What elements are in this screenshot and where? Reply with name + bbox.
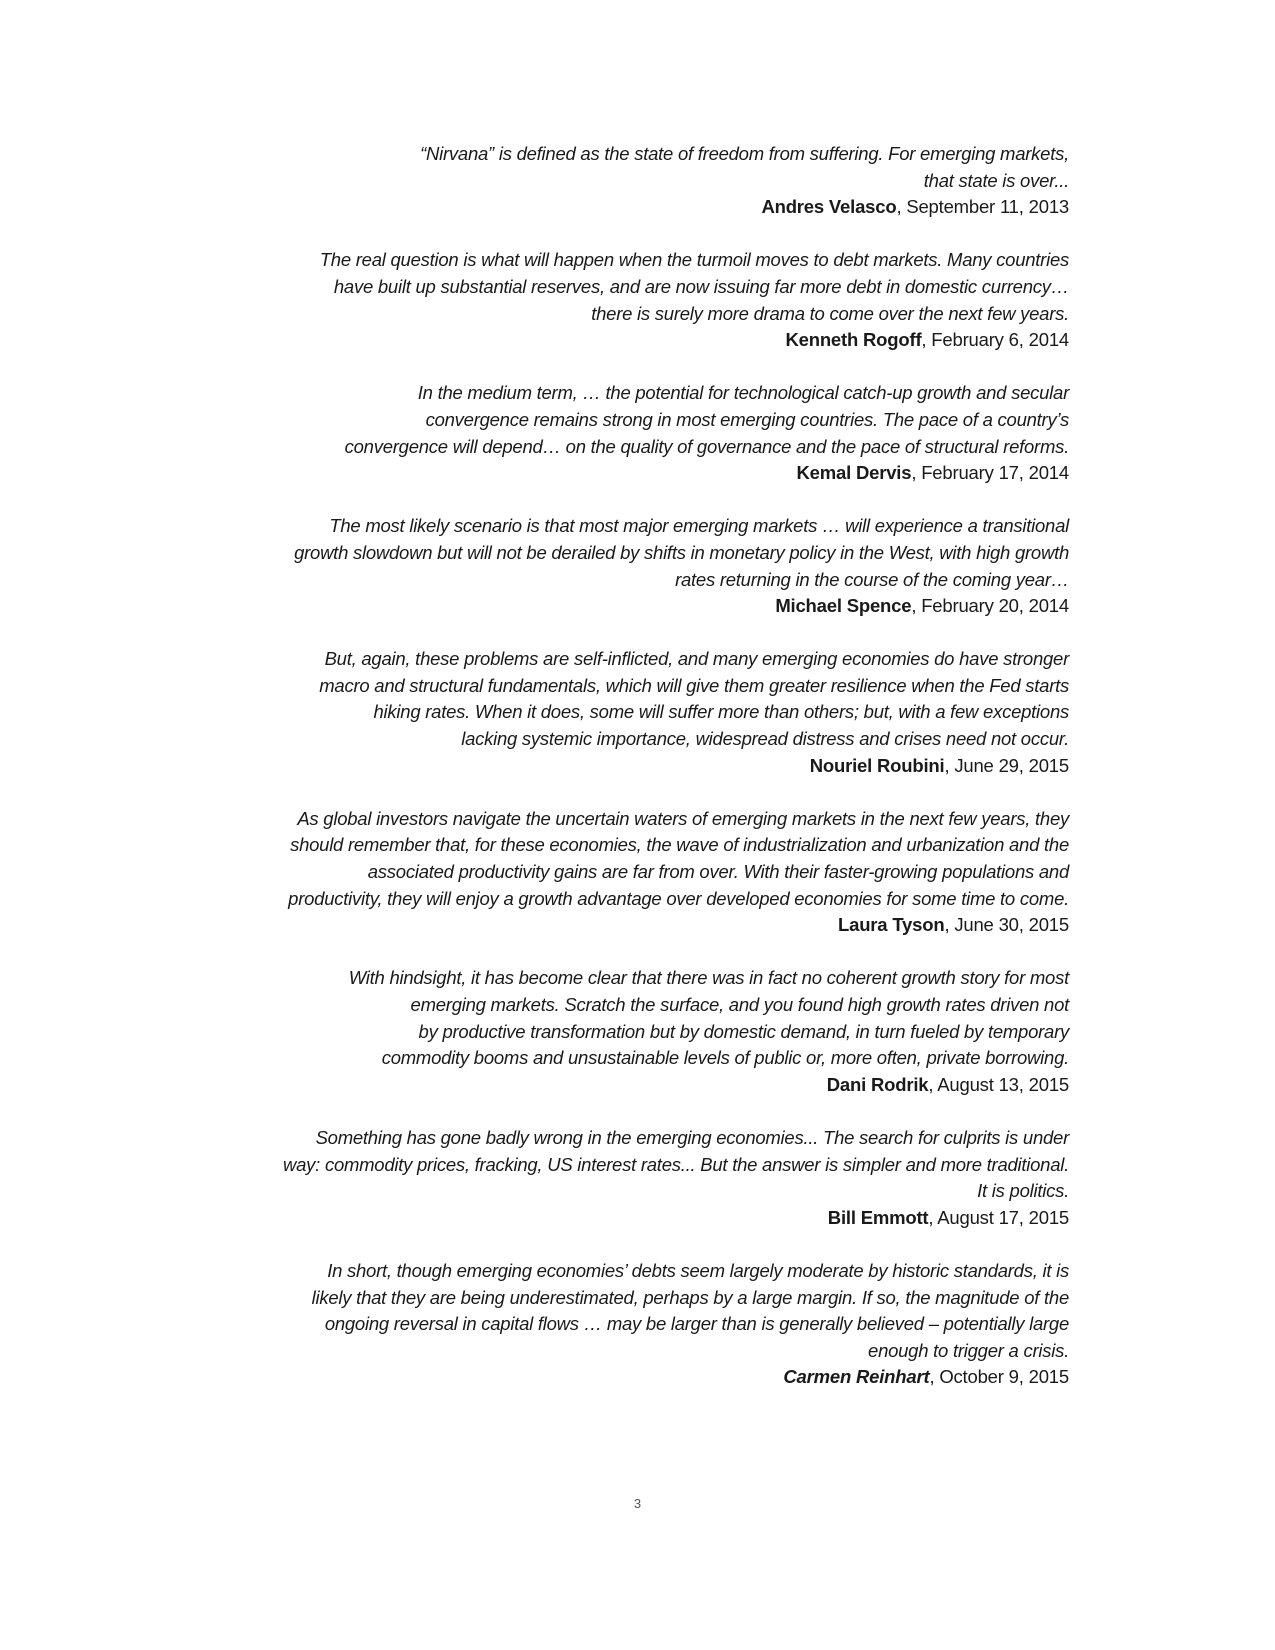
quote-date: , August 17, 2015 — [928, 1206, 1069, 1228]
quote-line: macro and structural fundamentals, which will give them greater resilience when the Fed starts — [319, 674, 1069, 696]
author-name: Kenneth Rogoff — [785, 329, 922, 351]
quote-line: It is politics. — [977, 1180, 1069, 1202]
quote-date: , August 13, 2015 — [928, 1073, 1069, 1095]
quote-attribution — [119, 460, 1069, 487]
quote-line: convergence will depend… on the quality of governance and the pace of structural reforms. — [344, 435, 1069, 457]
quote-line: ongoing reversal in capital flows … may be larger than is generally believed – potentially large — [324, 1313, 1069, 1335]
quote-line: emerging markets. Scratch the surface, and you found high growth rates driven not — [410, 994, 1069, 1015]
quote-line: hiking rates. When it does, some will suffer more than others; but, with a few exceptions — [373, 701, 1069, 723]
quote-line: rates returning in the course of the coming year… — [675, 568, 1069, 590]
quote-block — [119, 806, 1069, 939]
quote-block — [119, 646, 1069, 779]
quote-date: , June 30, 2015 — [944, 914, 1069, 936]
quote-attribution — [119, 753, 1069, 780]
author-name: Andres Velasco — [761, 196, 897, 218]
quote-date: , February 6, 2014 — [921, 329, 1069, 351]
quote-line: productivity, they will enjoy a growth advantage over developed economies for some time to come. — [288, 887, 1069, 909]
quote-line: As global investors navigate the uncertain waters of emerging markets in the next few years, they — [297, 807, 1069, 829]
quote-attribution — [119, 912, 1069, 939]
author-name: Michael Spence — [775, 595, 912, 617]
quote-line: convergence remains strong in most emerging countries. The pace of a country’s — [425, 408, 1069, 430]
quote-block — [119, 380, 1069, 486]
author-name: Bill Emmott — [827, 1206, 929, 1228]
quote-line: With hindsight, it has become clear that there was in fact no coherent growth story for most — [348, 967, 1069, 989]
author-name: Nouriel Roubini — [809, 754, 945, 776]
quote-line: there is surely more drama to come over the next few years. — [591, 302, 1069, 324]
quote-attribution — [119, 327, 1069, 354]
quote-line: “Nirvana” is defined as the state of freedom from suffering. For emerging markets, — [420, 143, 1069, 164]
quote-line: way: commodity prices, fracking, US interest rates... But the answer is simpler and more traditional. — [283, 1153, 1069, 1175]
quote-attribution — [119, 194, 1069, 221]
quote-attribution — [119, 1364, 1069, 1391]
quote-date: , September 11, 2013 — [896, 196, 1069, 218]
quotes-list — [119, 141, 1069, 1418]
quote-block — [119, 1258, 1069, 1391]
quote-line: But, again, these problems are self-inflicted, and many emerging economies do have stronger — [324, 648, 1069, 670]
quote-line: that state is over... — [923, 169, 1069, 191]
quote-line: have built up substantial reserves, and are now issuing far more debt in domestic currency… — [333, 275, 1069, 297]
quote-date: , October 9, 2015 — [929, 1366, 1069, 1388]
quote-line: The real question is what will happen when the turmoil moves to debt markets. Many countries — [319, 249, 1069, 271]
quote-block — [119, 513, 1069, 619]
page-number: 3 — [633, 1496, 642, 1511]
quote-attribution — [119, 1205, 1069, 1232]
author-name: Dani Rodrik — [826, 1073, 929, 1095]
quote-date: , February 20, 2014 — [911, 595, 1069, 617]
quote-line: The most likely scenario is that most major emerging markets … will experience a transitional — [329, 515, 1069, 537]
author-name: Carmen Reinhart — [783, 1366, 930, 1388]
quote-block — [119, 965, 1069, 1098]
author-name: Kemal Dervis — [796, 462, 912, 484]
quote-line: growth slowdown but will not be derailed by shifts in monetary policy in the West, with high growth — [294, 541, 1069, 563]
quote-line: In the medium term, … the potential for technological catch-up growth and secular — [417, 382, 1069, 404]
quote-line: commodity booms and unsustainable levels of public or, more often, private borrowing. — [381, 1047, 1069, 1069]
quote-attribution — [119, 1072, 1069, 1099]
quote-block — [119, 141, 1069, 221]
quote-date: , June 29, 2015 — [944, 754, 1069, 776]
quote-line: Something has gone badly wrong in the emerging economies... The search for culprits is under — [315, 1126, 1069, 1148]
quote-attribution — [119, 593, 1069, 620]
quote-line: In short, though emerging economies’ debts seem largely moderate by historic standards, it is — [327, 1259, 1069, 1281]
author-name: Laura Tyson — [838, 914, 945, 936]
quote-block — [119, 247, 1069, 353]
quote-line: associated productivity gains are far from over. With their faster-growing populations and — [367, 861, 1069, 883]
quote-line: likely that they are being underestimated, perhaps by a large margin. If so, the magnitude of the — [311, 1286, 1069, 1308]
quote-line: enough to trigger a crisis. — [868, 1339, 1069, 1361]
quote-line: lacking systemic importance, widespread distress and crises need not occur. — [461, 728, 1069, 750]
quote-block — [119, 1125, 1069, 1231]
quote-line: by productive transformation but by domestic demand, in turn fueled by temporary — [418, 1020, 1069, 1042]
quote-line: should remember that, for these economies, the wave of industrialization and urbanization and the — [290, 834, 1069, 856]
quote-date: , February 17, 2014 — [911, 462, 1069, 484]
